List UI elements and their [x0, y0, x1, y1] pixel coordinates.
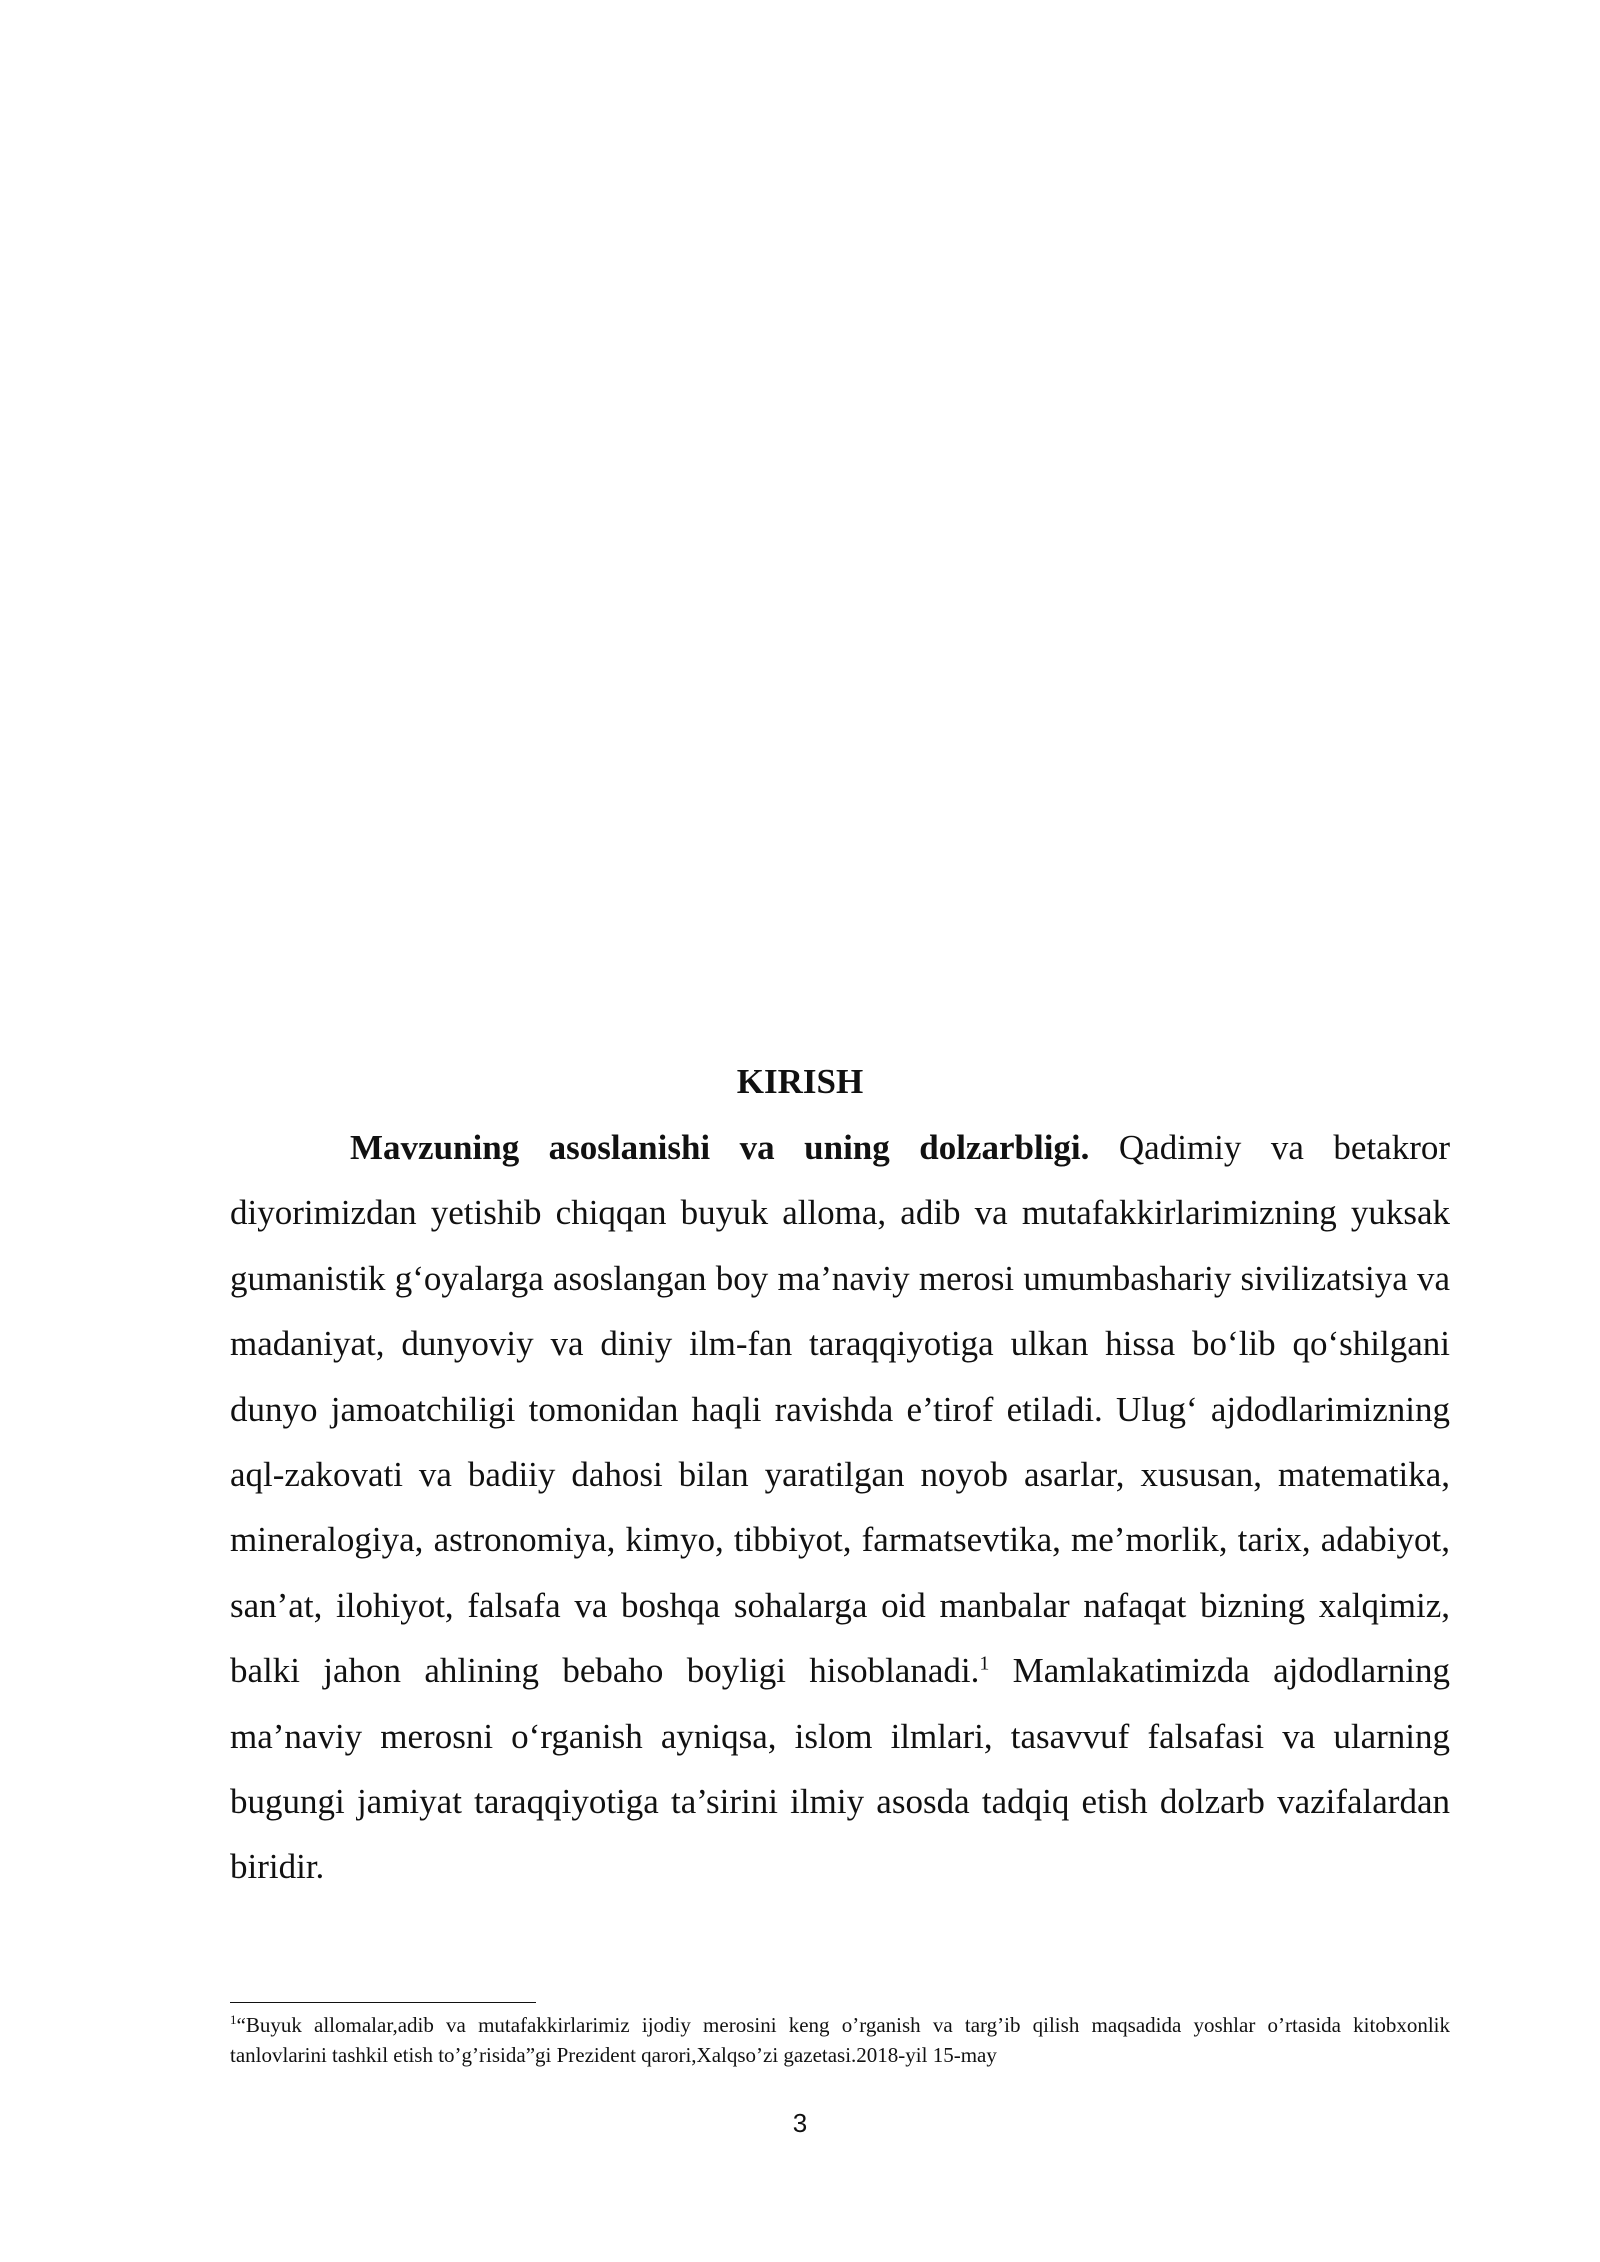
body-paragraph	[230, 1115, 1450, 1900]
footnote-text: “Buyuk allomalar,adib va mutafakkirlarimiz ijodiy merosini keng o’rganish va targ’ib qilish maqsadida yoshlar o’rtasida kitobxonlik tanlovlarini tashkil etish to’g’risida”gi Prezident qarori,Xalqso’zi gazetasi.2018-yil 15-may	[230, 2013, 1450, 2067]
footnote-mark: 1	[230, 2012, 237, 2027]
paragraph-text-part-2: Mamlakatimizda ajdodlarning ma’naviy merosni o‘rganish ayniqsa, islom ilmlari, tasavvuf falsafasi va ularning bugungi jamiyat taraqqiyotiga ta’sirini ilmiy asosda tadqiq etish dolzarb vazifalardan biridir.	[230, 1651, 1450, 1887]
footnote-reference[interactable]: 1	[979, 1652, 990, 1675]
footnote	[230, 2010, 1450, 2070]
paragraph-text-part-1: Qadimiy va betakror diyorimizdan yetishib chiqqan buyuk alloma, adib va mutafakkirlarimizning yuksak gumanistik g‘oyalarga asoslangan boy ma’naviy merosi umumbashariy sivilizatsiya va madaniyat, dunyoviy va diniy ilm-fan taraqqiyotiga ulkan hissa bo‘lib qo‘shilgani dunyo jamoatchiligi tomonidan haqli ravishda e’tirof etiladi. Ulug‘ ajdodlarimizning aql-zakovati va badiiy dahosi bilan yaratilgan noyob asarlar, xususan, matematika, mineralogiya, astronomiya, kimyo, tibbiyot, farmatsevtika, me’morlik, tarix, adabiyot, san’at, ilohiyot, falsafa va boshqa sohalarga oid manbalar nafaqat bizning xalqimiz, balki jahon ahlining bebaho boyligi hisoblanadi.	[230, 1128, 1451, 1691]
paragraph-lead: Mavzuning asoslanishi va uning dolzarbligi.	[350, 1128, 1090, 1167]
section-heading: KIRISH	[736, 1062, 864, 1101]
page-number: 3	[792, 2108, 808, 2138]
footnote-separator	[230, 2002, 536, 2003]
